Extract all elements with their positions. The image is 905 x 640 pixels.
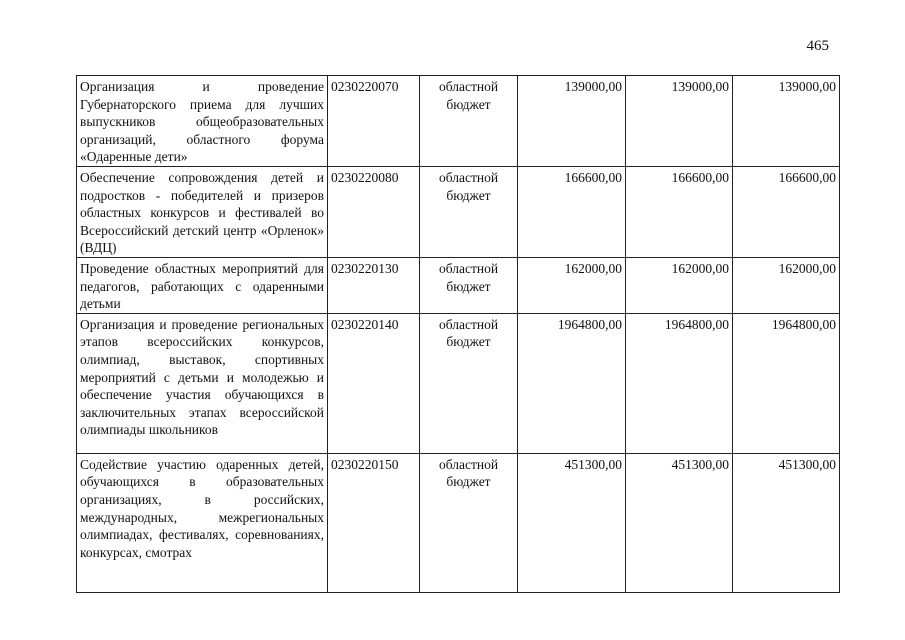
amount-year-1: 162000,00 xyxy=(518,257,626,313)
amount-year-3: 1964800,00 xyxy=(733,313,840,453)
budget-code: 0230220150 xyxy=(328,453,420,592)
table-row xyxy=(77,257,840,313)
amount-year-1: 451300,00 xyxy=(518,453,626,592)
funding-source: областной бюджет xyxy=(420,453,518,592)
table-row xyxy=(77,453,840,592)
amount-year-2: 139000,00 xyxy=(626,76,733,167)
table-row xyxy=(77,76,840,167)
amount-year-1: 139000,00 xyxy=(518,76,626,167)
amount-year-3: 166600,00 xyxy=(733,166,840,257)
funding-source: областной бюджет xyxy=(420,257,518,313)
amount-year-2: 451300,00 xyxy=(626,453,733,592)
funding-source: областной бюджет xyxy=(420,76,518,167)
budget-table xyxy=(76,75,840,593)
activity-name: Организация и проведение Губернаторского приема для лучших выпускников общеобразовательных организаций, областного форума «Одаренные дети» xyxy=(77,76,328,167)
activity-name: Обеспечение сопровождения детей и подростков - победителей и призеров областных конкурсов и фестивалей во Всероссийский детский центр «Орленок» (ВДЦ) xyxy=(77,166,328,257)
amount-year-1: 166600,00 xyxy=(518,166,626,257)
funding-source: областной бюджет xyxy=(420,166,518,257)
amount-year-3: 162000,00 xyxy=(733,257,840,313)
budget-code: 0230220080 xyxy=(328,166,420,257)
page-number: 465 xyxy=(806,38,829,54)
amount-year-3: 451300,00 xyxy=(733,453,840,592)
amount-year-2: 162000,00 xyxy=(626,257,733,313)
amount-year-1: 1964800,00 xyxy=(518,313,626,453)
amount-year-2: 166600,00 xyxy=(626,166,733,257)
budget-code: 0230220130 xyxy=(328,257,420,313)
activity-name: Организация и проведение региональных этапов всероссийских конкурсов, олимпиад, выставок, спортивных мероприятий с детьми и молодежью и обеспечение участия обучающихся в заключительных этапах всероссийской олимпиады школьников xyxy=(77,313,328,453)
budget-code: 0230220140 xyxy=(328,313,420,453)
budget-code: 0230220070 xyxy=(328,76,420,167)
table-row xyxy=(77,166,840,257)
activity-name: Проведение областных мероприятий для педагогов, работающих с одаренными детьми xyxy=(77,257,328,313)
activity-name: Содействие участию одаренных детей, обучающихся в образовательных организациях, в российских, международных, межрегиональных олимпиадах, фестивалях, соревнованиях, конкурсах, смотрах xyxy=(77,453,328,592)
amount-year-2: 1964800,00 xyxy=(626,313,733,453)
funding-source: областной бюджет xyxy=(420,313,518,453)
table-row xyxy=(77,313,840,453)
amount-year-3: 139000,00 xyxy=(733,76,840,167)
